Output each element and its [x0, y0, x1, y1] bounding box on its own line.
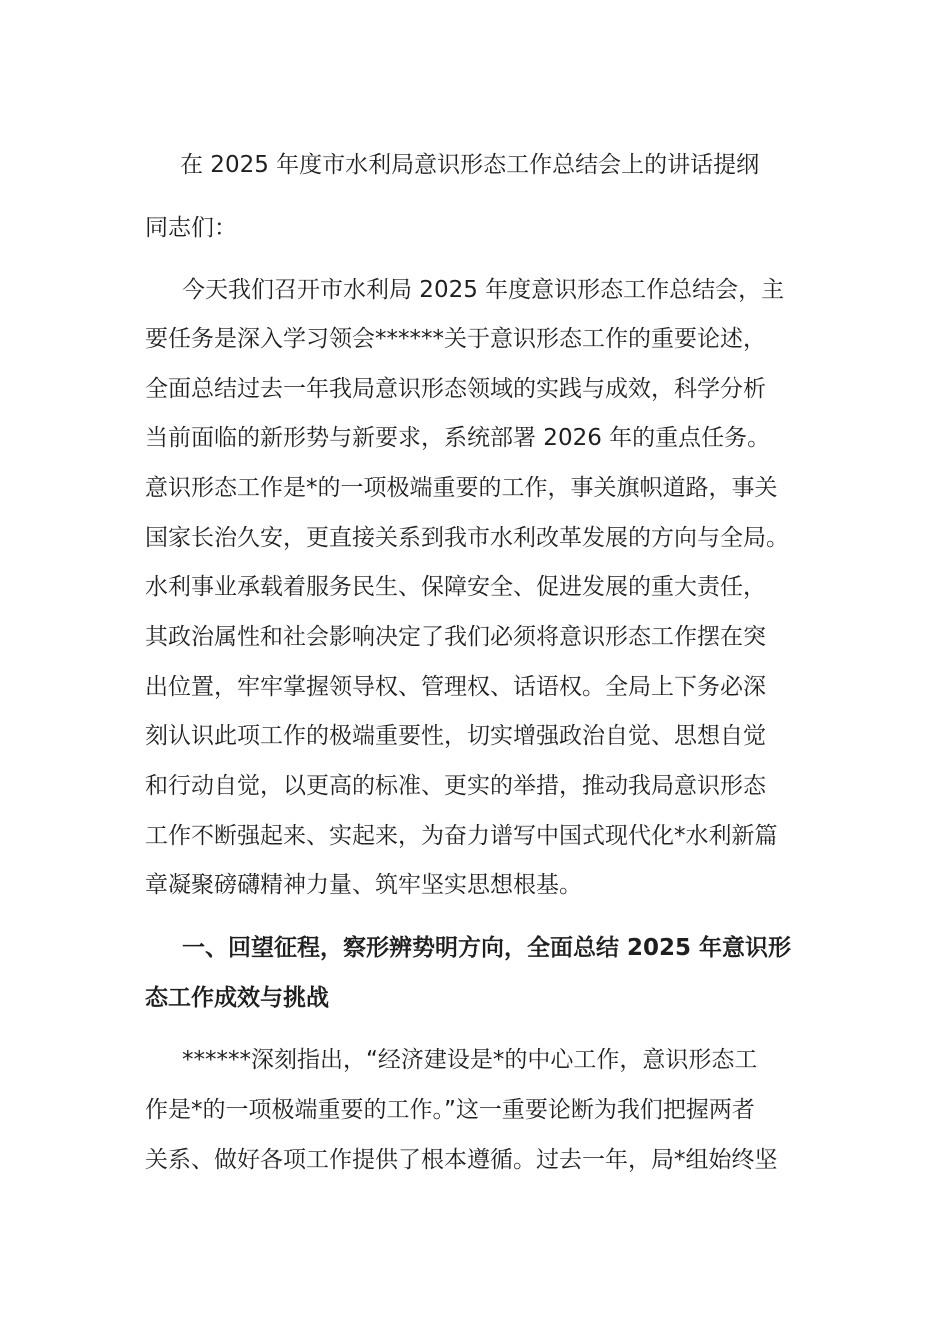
paragraph-1-line: 水利事业承载着服务民生、保障安全、促进发展的重大责任，: [145, 574, 766, 600]
paragraph-1-line: 国家长治久安，更直接关系到我市水利改革发展的方向与全局。: [145, 525, 789, 551]
paragraph-1-line: 和行动自觉，以更高的标准、更实的举措，推动我局意识形态: [145, 773, 766, 799]
paragraph-1-line: 意识形态工作是*的一项极端重要的工作，事关旗帜道路，事关: [145, 475, 778, 501]
section-heading-line: 态工作成效与挑战: [145, 985, 329, 1011]
paragraph-1-line: 全面总结过去一年我局意识形态领域的实践与成效，科学分析: [145, 376, 766, 402]
section-heading-line: 一、回望征程，察形辨势明方向，全面总结 2025 年意识形: [182, 935, 792, 961]
document-title: 在 2025 年度市水利局意识形态工作总结会上的讲话提纲: [180, 152, 760, 178]
paragraph-1-line: 其政治属性和社会影响决定了我们必须将意识形态工作摆在突: [145, 624, 766, 650]
paragraph-1-line: 当前面临的新形势与新要求，系统部署 2026 年的重点任务。: [145, 425, 771, 451]
paragraph-1-line: 章凝聚磅礴精神力量、筑牢坚实思想根基。: [145, 872, 582, 898]
paragraph-2-line: 作是*的一项极端重要的工作。”这一重要论断为我们把握两者: [145, 1097, 755, 1123]
salutation: 同志们：: [145, 215, 237, 241]
paragraph-2-line: ******深刻指出，“经济建设是*的中心工作，意识形态工: [182, 1047, 758, 1073]
paragraph-1-line: 刻认识此项工作的极端重要性，切实增强政治自觉、思想自觉: [145, 723, 766, 749]
paragraph-1-line: 出位置，牢牢掌握领导权、管理权、话语权。全局上下务必深: [145, 674, 766, 700]
paragraph-1-line: 要任务是深入学习领会******关于意识形态工作的重要论述，: [145, 326, 766, 352]
paragraph-1-line: 今天我们召开市水利局 2025 年度意识形态工作总结会，主: [182, 277, 785, 303]
paragraph-1-line: 工作不断强起来、实起来，为奋力谱写中国式现代化*水利新篇: [145, 823, 778, 849]
paragraph-2-line: 关系、做好各项工作提供了根本遵循。过去一年，局*组始终坚: [145, 1147, 778, 1173]
